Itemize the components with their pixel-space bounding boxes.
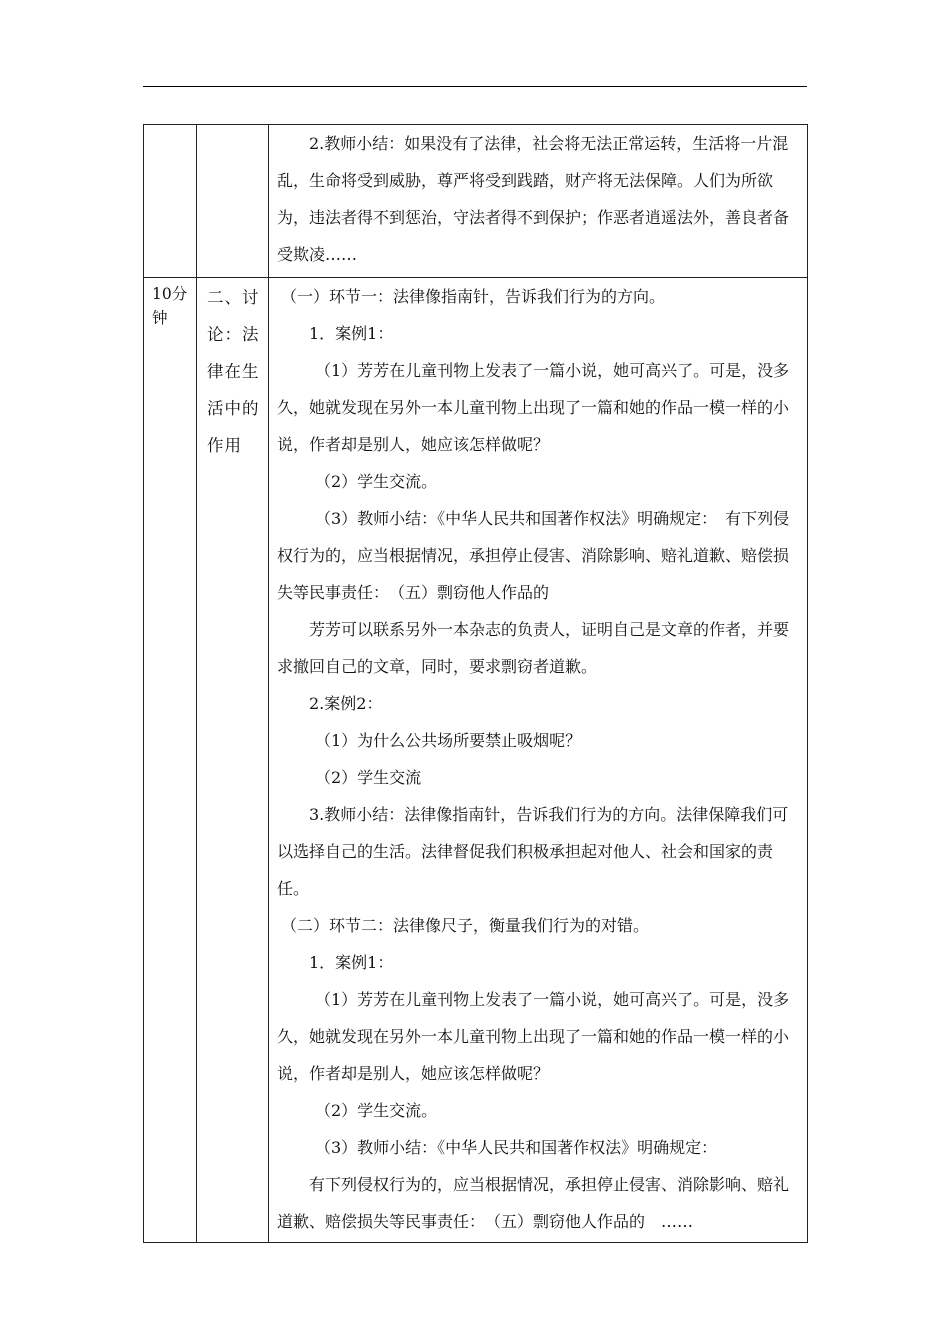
paragraph: （3）教师小结：《中华人民共和国著作权法》明确规定： xyxy=(315,1138,718,1157)
content-cell xyxy=(269,125,808,278)
header-rule xyxy=(143,86,807,87)
paragraph: 1．案例1： xyxy=(309,953,394,972)
paragraph: （2）学生交流。 xyxy=(315,1101,438,1120)
topic-cell: 二、讨论：法律在生活中的作用 xyxy=(197,278,269,1243)
paragraph: （1）芳芳在儿童刊物上发表了一篇小说，她可高兴了。可是，没多久，她就发现在另外一本儿童刊物上出现了一篇和她的作品一模一样的小说，作者却是别人，她应该怎样做呢？ xyxy=(277,361,790,454)
topic-cell xyxy=(197,125,269,278)
lesson-plan-table xyxy=(143,124,808,1243)
paragraph: （2）学生交流。 xyxy=(315,472,438,491)
time-cell xyxy=(144,125,197,278)
paragraph: 3.教师小结：法律像指南针，告诉我们行为的方向。法律保障我们可以选择自己的生活。法律督促我们积极承担起对他人、社会和国家的责任。 xyxy=(277,805,789,898)
paragraph: 芳芳可以联系另外一本杂志的负责人，证明自己是文章的作者，并要求撤回自己的文章，同时，要求剽窃者道歉。 xyxy=(277,620,790,676)
table-row xyxy=(144,278,808,1243)
table-row xyxy=(144,125,808,278)
paragraph: 有下列侵权行为的，应当根据情况，承担停止侵害、消除影响、赔礼道歉、赔偿损失等民事责任： （五）剽窃他人作品的 …… xyxy=(277,1175,790,1231)
time-cell: 10分钟 xyxy=(144,278,197,1243)
paragraph: （3）教师小结：《中华人民共和国著作权法》明确规定： 有下列侵权行为的，应当根据情况，承担停止侵害、消除影响、赔礼道歉、赔偿损失等民事责任： （五）剽窃他人作品的 xyxy=(277,509,790,602)
section-heading: （一）环节一：法律像指南针，告诉我们行为的方向。 xyxy=(281,287,666,306)
paragraph: （1）芳芳在儿童刊物上发表了一篇小说，她可高兴了。可是，没多久，她就发现在另外一本儿童刊物上出现了一篇和她的作品一模一样的小说，作者却是别人，她应该怎样做呢？ xyxy=(277,990,790,1083)
content-cell xyxy=(269,278,808,1243)
paragraph: （1）为什么公共场所要禁止吸烟呢？ xyxy=(315,731,582,750)
paragraph: 1．案例1： xyxy=(309,324,394,343)
paragraph: 2.教师小结：如果没有了法律，社会将无法正常运转，生活将一片混乱，生命将受到威胁，尊严将受到践踏，财产将无法保障。人们为所欲为，违法者得不到惩治，守法者得不到保护；作恶者逍遥法外，善良者备受欺凌…… xyxy=(277,134,790,264)
paragraph: （2）学生交流 xyxy=(315,768,422,787)
paragraph: 2.案例2： xyxy=(309,694,383,713)
section-heading: （二）环节二：法律像尺子，衡量我们行为的对错。 xyxy=(281,916,650,935)
